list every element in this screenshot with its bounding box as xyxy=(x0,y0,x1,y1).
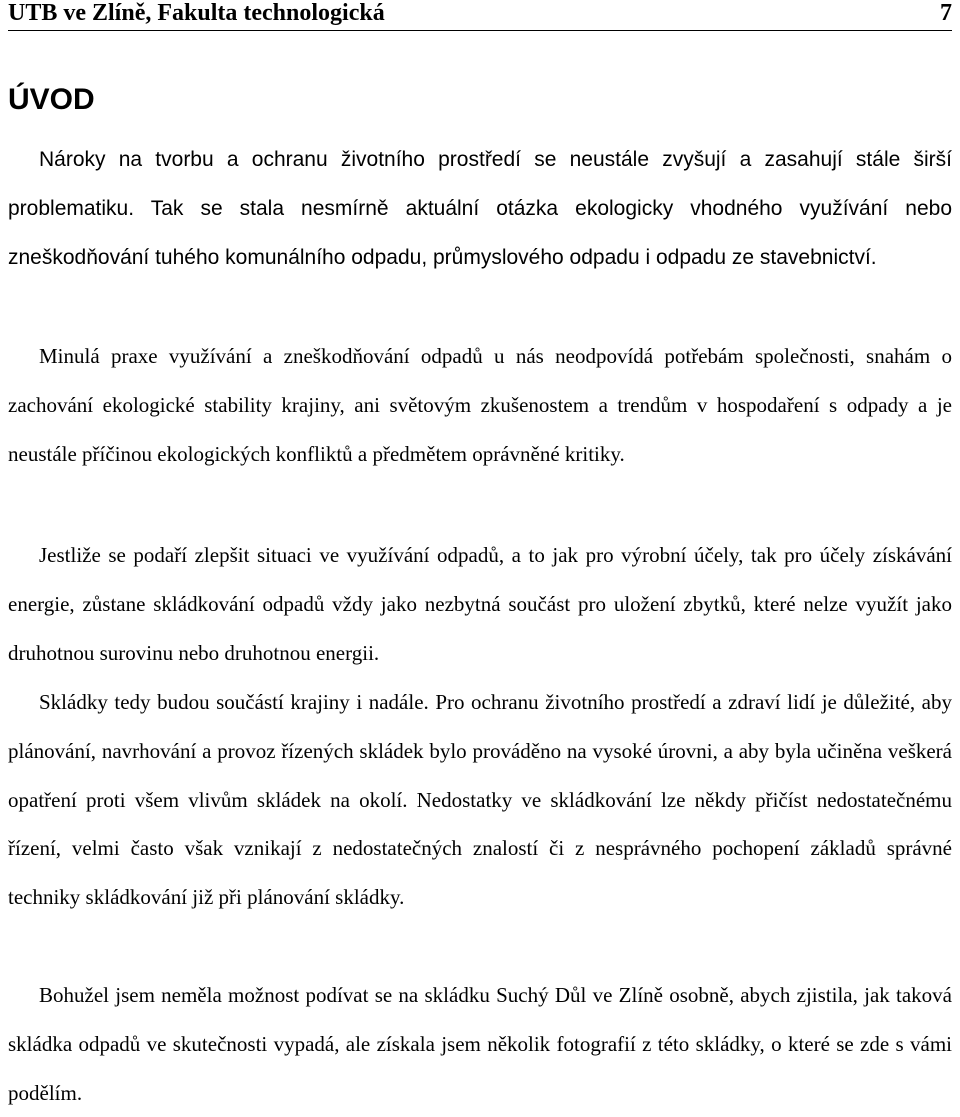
paragraph-4: Skládky tedy budou součástí krajiny i nadále. Pro ochranu životního prostředí a zdraví lidí je důležité, aby plánování, navrhování a provoz řízených skládek bylo prováděno na vysoké úrovni, a aby byla učiněna veškerá opatření proti všem vlivům skládek na okolí. Nedostatky ve skládkování lze někdy přičíst nedostatečnému řízení, velmi často však vznikají z nedostatečných znalostí či z nesprávného pochopení základů správné techniky skládkování již při plánování skládky. xyxy=(8,690,952,910)
running-header xyxy=(8,0,952,31)
paragraph-5: Bohužel jsem neměla možnost podívat se na skládku Suchý Důl ve Zlíně osobně, abych zjistila, jak taková skládka odpadů ve skutečnosti vypadá, ale získala jsem několik fotografií z této skládky, o které se zde s vámi podělím. xyxy=(8,983,952,1105)
page-number: 7 xyxy=(940,0,952,26)
chapter-heading: ÚVOD xyxy=(8,83,95,116)
paragraph-2: Minulá praxe využívání a zneškodňování odpadů u nás neodpovídá potřebám společnosti, snahám o zachování ekologické stability krajiny, ani světovým zkušenostem a trendům v hospodaření s odpady a je neustále příčinou ekologických konfliktů a předmětem oprávněné kritiky. xyxy=(8,344,952,466)
paragraph-3: Jestliže se podaří zlepšit situaci ve využívání odpadů, a to jak pro výrobní účely, tak pro účely získávání energie, zůstane skládkování odpadů vždy jako nezbytná součást pro uložení zbytků, které nelze využít jako druhotnou surovinu nebo druhotnou energii. xyxy=(8,543,952,665)
paragraph-1: Nároky na tvorbu a ochranu životního prostředí se neustále zvyšují a zasahují stále širší problematiku. Tak se stala nesmírně aktuální otázka ekologicky vhodného využívání nebo zneškodňování tuhého komunálního odpadu, průmyslového odpadu i odpadu ze stavebnictví. xyxy=(8,148,952,269)
header-title: UTB ve Zlíně, Fakulta technologická xyxy=(8,0,385,26)
